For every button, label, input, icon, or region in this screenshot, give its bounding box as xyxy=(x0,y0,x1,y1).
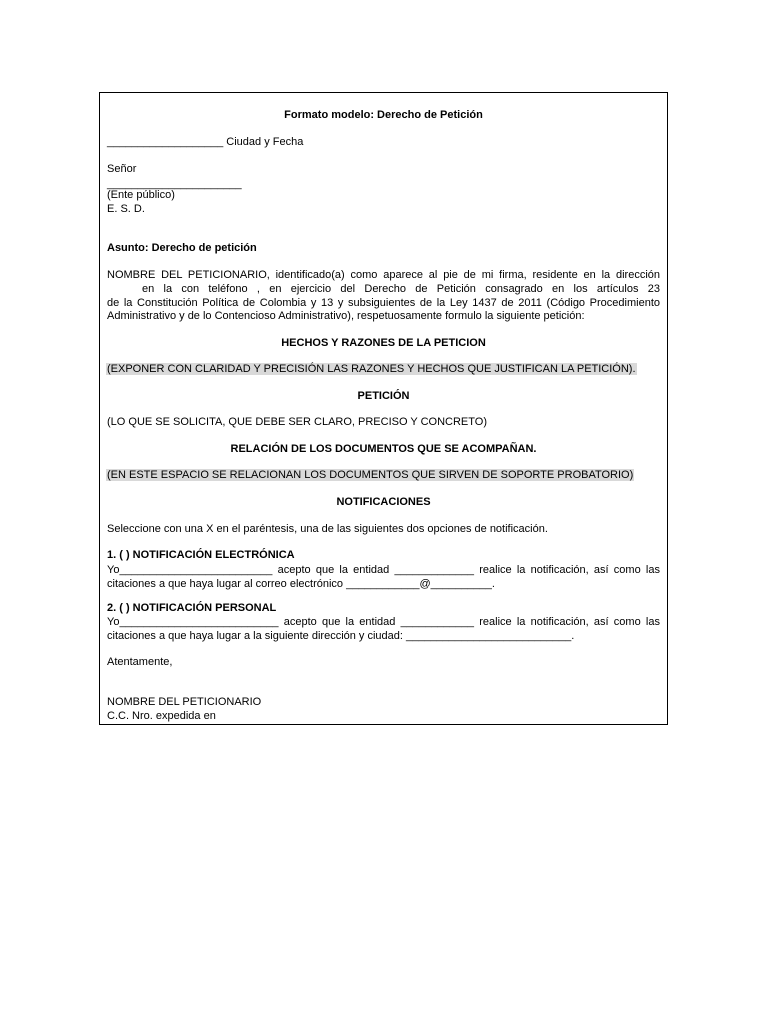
salutation: Señor xyxy=(107,163,137,175)
option-electronic-line-1: Yo_________________________ acepto que la entidad _____________ realice la notificación, así como las xyxy=(107,564,660,576)
documents-placeholder: (EN ESTE ESPACIO SE RELACIONAN LOS DOCUMENTOS QUE SIRVEN DE SOPORTE PROBATORIO) xyxy=(107,469,634,481)
intro-line-2: en la con teléfono , en ejercicio del Derecho de Petición consagrado en los artículos 23 xyxy=(142,283,660,295)
option-personal-line-2: citaciones a que haya lugar a la siguiente dirección y ciudad: ___________________________. xyxy=(107,630,575,642)
recipient-esd: E. S. D. xyxy=(107,203,145,215)
recipient-entity: (Ente público) xyxy=(107,189,175,201)
intro-line-4: Administrativo y de lo Contencioso Administrativo), respetuosamente formulo la siguiente petición: xyxy=(107,310,585,322)
option-electronic-title: 1. ( ) NOTIFICACIÓN ELECTRÓNICA xyxy=(107,549,295,561)
facts-placeholder-row xyxy=(106,363,661,376)
notifications-heading: NOTIFICACIONES xyxy=(336,496,431,508)
intro-line-3: de la Constitución Política de Colombia y 13 y subsiguientes de la Ley 1437 de 2011 (Código Procedimiento xyxy=(107,297,660,309)
documents-heading: RELACIÓN DE LOS DOCUMENTOS QUE SE ACOMPAÑAN. xyxy=(230,443,537,455)
facts-placeholder: (EXPONER CON CLARIDAD Y PRECISIÓN LAS RAZONES Y HECHOS QUE JUSTIFICAN LA PETICIÓN). xyxy=(107,363,636,375)
city-date-line: ___________________ Ciudad y Fecha xyxy=(107,136,304,148)
petition-placeholder: (LO QUE SE SOLICITA, QUE DEBE SER CLARO, PRECISO Y CONCRETO) xyxy=(107,416,487,428)
facts-heading: HECHOS Y RAZONES DE LA PETICION xyxy=(281,337,486,349)
option-electronic-line-2: citaciones a que haya lugar al correo electrónico ____________@__________. xyxy=(107,578,495,590)
petition-heading: PETICIÓN xyxy=(357,390,410,402)
document-frame xyxy=(99,92,668,725)
option-personal-line-1: Yo__________________________ acepto que la entidad ____________ realice la notificación, así como las xyxy=(107,616,660,628)
signature-id: C.C. Nro. expedida en xyxy=(107,710,216,722)
document-title: Formato modelo: Derecho de Petición xyxy=(284,109,483,121)
signature-name: NOMBRE DEL PETICIONARIO xyxy=(107,696,262,708)
recipient-blank: ______________________ xyxy=(107,178,242,190)
documents-placeholder-row xyxy=(106,469,661,482)
subject-line: Asunto: Derecho de petición xyxy=(107,242,257,254)
notifications-instruction: Seleccione con una X en el paréntesis, una de las siguientes dos opciones de notificación. xyxy=(107,523,548,535)
intro-line-1: NOMBRE DEL PETICIONARIO, identificado(a) como aparece al pie de mi firma, residente en la dirección xyxy=(107,269,660,281)
option-personal-title: 2. ( ) NOTIFICACIÓN PERSONAL xyxy=(107,602,277,614)
closing: Atentamente, xyxy=(107,656,173,668)
